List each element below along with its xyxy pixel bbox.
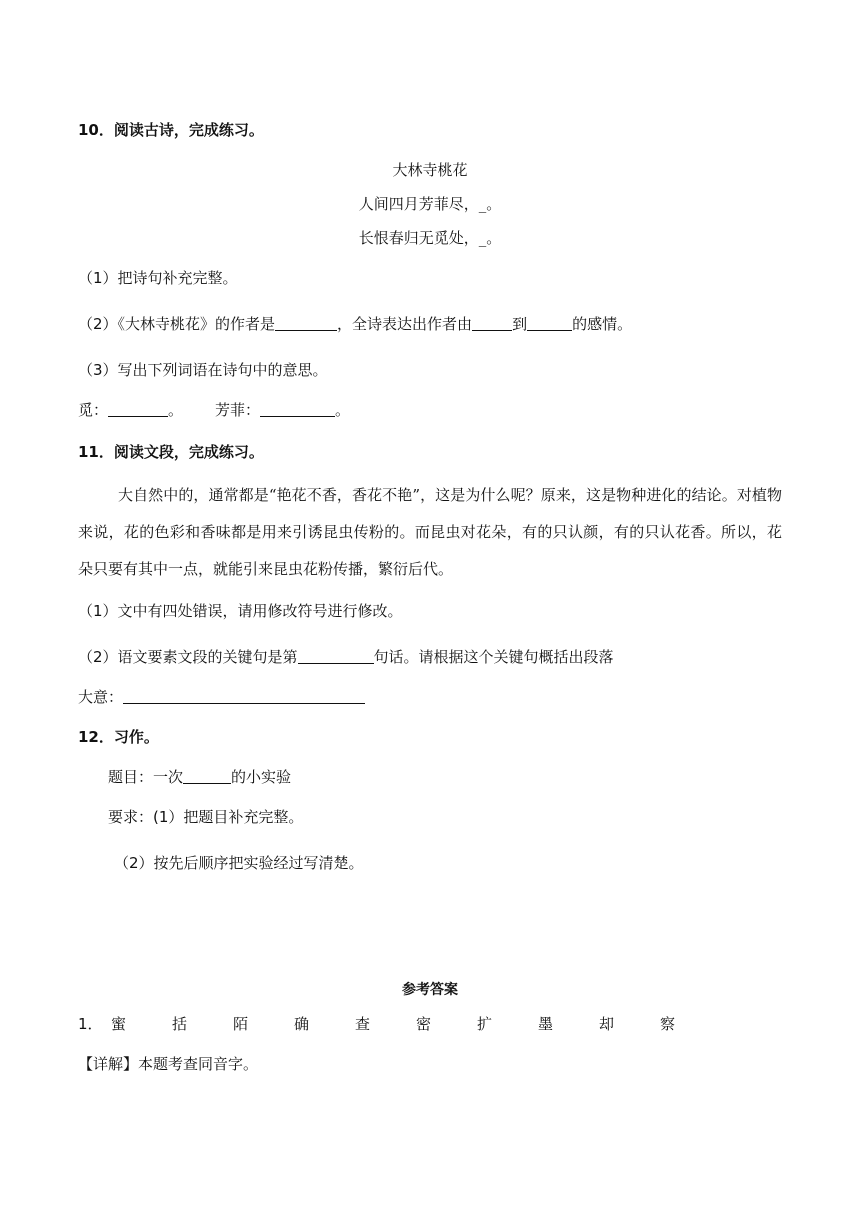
q12-req1: 要求：(1）把题目补充完整。 [108,808,304,826]
q11-sub1: （1）文中有四处错误，请用修改符号进行修改。 [78,602,403,620]
q10-sub3: （3）写出下列词语在诗句中的意思。 [78,361,328,379]
q12-heading: 12．习作。 [78,728,159,746]
key-sentence-blank[interactable] [298,649,374,664]
summary-label: 大意： [78,688,124,706]
answer-char: 确 [294,1015,310,1033]
answer-char: 扩 [477,1015,493,1033]
answer-char: 密 [416,1015,432,1033]
answer-char: 蜜 [111,1015,127,1033]
q10-sub2-text-a: （2）《大林寺桃花》的作者是 [78,315,276,333]
answer-char: 括 [172,1015,188,1033]
poem-line-2: 长恨春归无觅处，_。 [358,229,502,247]
feeling-from-blank[interactable] [472,316,512,331]
answer-1 [78,1013,721,1034]
q10-sub2-text-c: 到 [512,315,528,333]
experiment-blank[interactable] [183,769,231,784]
fangfei-blank[interactable] [260,402,335,417]
q12-req2: （2）按先后顺序把实验经过写清楚。 [114,854,364,872]
fangfei-end: 。 [335,401,351,419]
q10-sub2-text-b: ，全诗表达出作者由 [337,315,473,333]
q10-sub2 [78,313,632,334]
q11-summary [78,686,365,707]
answer-char: 墨 [538,1015,554,1033]
author-blank[interactable] [275,316,337,331]
poem-title: 大林寺桃花 [392,161,468,179]
answer-char: 却 [599,1015,615,1033]
q11-sub2-text-b: 句话。请根据这个关键句概括出段落 [373,648,614,666]
answer-char: 察 [660,1015,676,1033]
answer-char: 查 [355,1015,371,1033]
answer-detail: 【详解】本题考查同音字。 [78,1055,259,1073]
q11-heading: 11．阅读文段，完成练习。 [78,443,264,461]
mi-end: 。 [168,401,184,419]
mi-blank[interactable] [108,402,168,417]
q11-passage: 大自然中的，通常都是“艳花不香，香花不艳”，这是为什么呢？原来，这是物种进化的结论。对植物来说，花的色彩和香味都是用来引诱昆虫传粉的。而昆虫对花朵，有的只认颜，有的只认花香。所以，花朵只要有其中一点，就能引来昆虫花粉传播，繁衍后代。 [78,486,782,578]
answer-char: 陌 [233,1015,249,1033]
answer-1-number: 1． [78,1015,103,1033]
q11-sub2-text-a: （2）语文要素文段的关键句是第 [78,648,298,666]
q12-title-text-b: 的小实验 [231,768,292,786]
q12-title-text-a: 题目：一次 [108,768,184,786]
q11-sub2 [78,646,614,667]
answers-heading: 参考答案 [402,982,458,998]
poem-line-1: 人间四月芳菲尽，_。 [358,195,502,213]
summary-blank[interactable] [123,689,365,704]
feeling-to-blank[interactable] [527,316,572,331]
fangfei-label: 芳菲： [215,401,261,419]
q12-title [108,766,291,787]
mi-label: 觅： [78,401,109,419]
q10-heading: 10．阅读古诗，完成练习。 [78,121,264,139]
answer-1-chars [111,1015,721,1033]
q10-sub2-text-d: 的感情。 [572,315,633,333]
q10-sub3-answers [78,399,350,420]
q10-sub1: （1）把诗句补充完整。 [78,269,238,287]
